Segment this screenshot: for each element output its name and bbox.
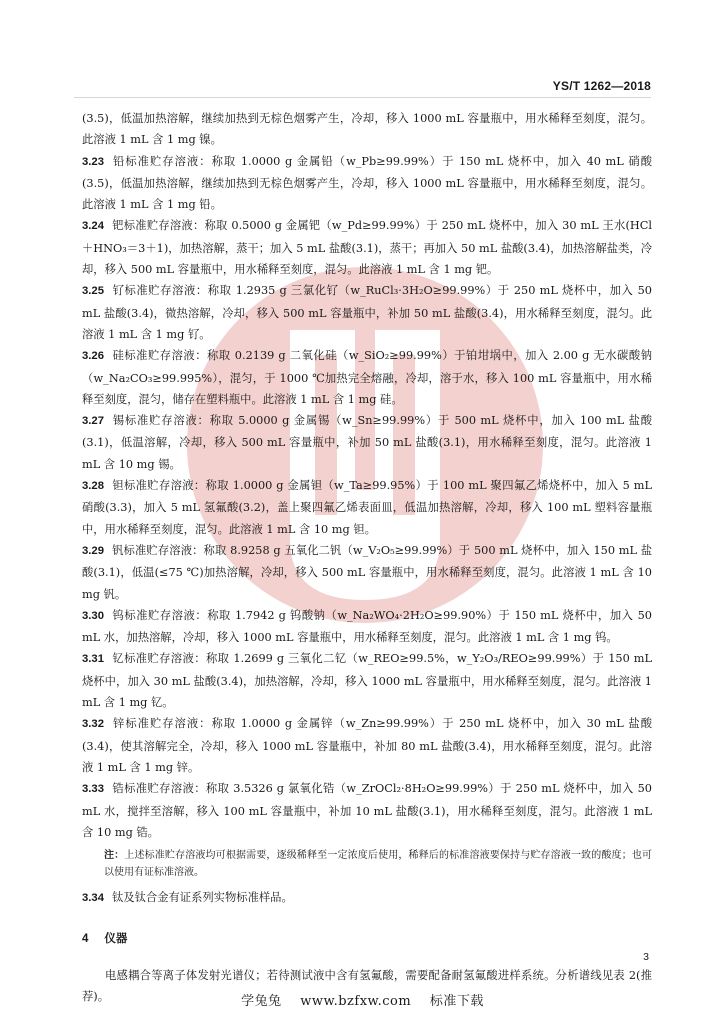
item-3-25: 3.25 钌标准贮存溶液：称取 1.2935 g 三氯化钌（w_RuCl₃·3H₂O≥99.99%）于 250 mL 烧杯中，加入 50 mL 盐酸(3.4)，微热溶解，冷却，移入 500 mL 容量瓶中，补加 50 mL 盐酸(3.4)，用水稀释至刻度，混匀。此溶液 1 mL 含 1 mg 钌。 bbox=[82, 284, 652, 341]
note-label: 注： bbox=[104, 850, 125, 862]
footer-site-name: 学兔兔 bbox=[241, 994, 282, 1009]
item-3-30: 3.30 钨标准贮存溶液：称取 1.7942 g 钨酸钠（w_Na₂WO₄·2H₂O≥99.90%）于 150 mL 烧杯中，加入 50 mL 水，加热溶解，冷却，移入 1000 mL 容量瓶中，用水稀释至刻度，混匀。此溶液 1 mL 含 1 mg 钨。 bbox=[82, 608, 652, 645]
item-3-26: 3.26 硅标准贮存溶液：称取 0.2139 g 二氧化硅（w_SiO₂≥99.99%）于铂坩埚中，加入 2.00 g 无水碳酸钠（w_Na₂CO₃≥99.995%），混匀，于 1000 ℃加热完全熔融，冷却，溶于水，移入 100 mL 容量瓶中，用水稀释至刻度，混匀，储存在塑料瓶中。此溶液 1 mL 含 1 mg 硅。 bbox=[82, 349, 652, 406]
note-text: 上述标准贮存溶液均可根据需要，逐级稀释至一定浓度后使用，稀释后的标准溶液要保持与贮存溶液一致的酸度；也可以使用有证标准溶液。 bbox=[104, 850, 653, 879]
item-3-27: 3.27 锡标准贮存溶液：称取 5.0000 g 金属锡（w_Sn≥99.99%）于 500 mL 烧杯中，加入 100 mL 盐酸(3.1)，低温溶解，冷却，移入 500 mL 容量瓶中，补加 50 mL 盐酸(3.1)，用水稀释至刻度，混匀。此溶液 1 mL 含 10 mg 锡。 bbox=[82, 414, 652, 471]
footer-url[interactable]: www.bzfxw.com bbox=[300, 994, 412, 1009]
item-3-34: 3.34 钛及钛合金有证系列实物标准样品。 bbox=[82, 891, 293, 905]
item-3-29: 3.29 钒标准贮存溶液：称取 8.9258 g 五氧化二钒（w_V₂O₅≥99.99%）于 500 mL 烧杯中，加入 150 mL 盐酸(3.1)，低温(≤75 ℃)加热溶解，冷却，移入 500 mL 容量瓶中，用水稀释至刻度，混匀。此溶液 1 mL 含 10 mg 钒。 bbox=[82, 543, 652, 601]
item-3-31: 3.31 钇标准贮存溶液：称取 1.2699 g 三氧化二钇（w_REO≥99.5%，w_Y₂O₃/REO≥99.99%）于 150 mL 烧杯中，加入 30 mL 盐酸(3.4)，加热溶解，冷却，移入 1000 mL 容量瓶中，用水稀释至刻度，混匀。此溶液 1 mL 含 1 mg 钇。 bbox=[82, 652, 652, 710]
item-3-32: 3.32 锌标准贮存溶液：称取 1.0000 g 金属锌（w_Zn≥99.99%）于 250 mL 烧杯中，加入 30 mL 盐酸(3.4)，使其溶解完全，冷却，移入 1000 mL 容量瓶中，补加 80 mL 盐酸(3.4)，用水稀释至刻度，混匀。此溶液 1 mL 含 1 mg 锌。 bbox=[82, 717, 652, 774]
item-3-28: 3.28 钽标准贮存溶液：称取 1.0000 g 金属钽（w_Ta≥99.95%）于 100 mL 聚四氟乙烯烧杯中，加入 5 mL 硝酸(3.3)，加入 5 mL 氢氟酸(3.2)，盖上聚四氟乙烯表面皿，低温加热溶解，冷却，移入 100 mL 塑料容量瓶中，用水稀释至刻度，混匀。此溶液 1 mL 含 10 mg 钽。 bbox=[82, 479, 652, 536]
section-4-body: 电感耦合等离子体发射光谱仪；若待测试液中含有氢氟酸，需要配备耐氢氟酸进样系统。分析谱线见表 2(推荐)。 bbox=[82, 968, 652, 1003]
standard-code: YS/T 1262—2018 bbox=[552, 79, 651, 93]
document-body bbox=[82, 108, 652, 1007]
section-4-heading: 4 仪器 bbox=[82, 933, 128, 946]
header-divider bbox=[74, 97, 651, 98]
footer bbox=[0, 990, 725, 1009]
section-spacer bbox=[82, 909, 652, 921]
item-3-24: 3.24 钯标准贮存溶液：称取 0.5000 g 金属钯（w_Pd≥99.99%）于 250 mL 烧杯中，加入 30 mL 王水(HCl＋HNO₃＝3＋1)，加热溶解，蒸干；加入 5 mL 盐酸(3.1)，蒸干；再加入 50 mL 盐酸(3.4)，加热溶解盐类，冷却，移入 500 mL 容量瓶中，用水稀释至刻度，混匀。此溶液 1 mL 含 1 mg 钯。 bbox=[82, 219, 652, 277]
item-3-23: 3.23 铅标准贮存溶液：称取 1.0000 g 金属铅（w_Pb≥99.99%）于 150 mL 烧杯中，加入 40 mL 硝酸(3.5)，低温加热溶解，继续加热到无棕色烟雾产生，冷却，移入 1000 mL 容量瓶中，用水稀释至刻度，混匀。此溶液 1 mL 含 1 mg 铅。 bbox=[82, 154, 652, 212]
footer-tagline: 标准下载 bbox=[429, 994, 484, 1009]
item-3-22-continuation: (3.5)，低温加热溶解，继续加热到无棕色烟雾产生，冷却，移入 1000 mL 容量瓶中，用水稀释至刻度，混匀。此溶液 1 mL 含 1 mg 镍。 bbox=[82, 112, 652, 147]
note bbox=[82, 847, 652, 881]
page-number: 3 bbox=[643, 951, 649, 963]
item-3-33: 3.33 锆标准贮存溶液：称取 3.5326 g 氯氧化锆（w_ZrOCl₂·8H₂O≥99.99%）于 250 mL 烧杯中，加入 50 mL 水，搅拌至溶解，移入 100 mL 容量瓶中，补加 10 mL 盐酸(3.1)，用水稀释至刻度，混匀。此溶液 1 mL 含 10 mg 锆。 bbox=[82, 782, 652, 839]
